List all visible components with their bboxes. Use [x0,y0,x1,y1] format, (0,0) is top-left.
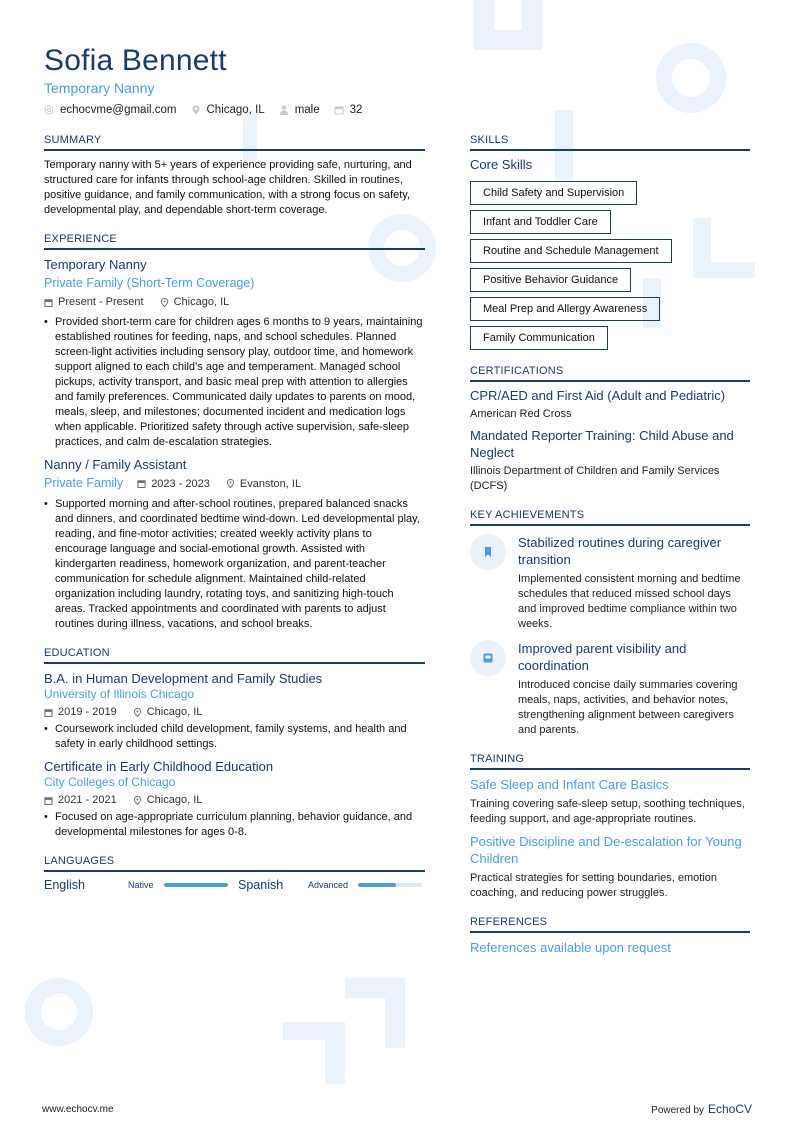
calendar-icon [334,105,344,115]
location-pin-icon [133,796,142,805]
calendar-icon [44,298,53,307]
achievement-title: Stabilized routines during caregiver transition [518,535,722,567]
achievement-description: Introduced concise daily summaries covering meals, naps, activities, and behavior notes, strengthening alignment between caregivers and parents. [518,679,738,736]
achievement-description: Implemented consistent morning and bedtime schedules that reduced missed school days and improved bedtime compliance within two weeks. [518,573,741,630]
experience-location-text: Chicago, IL [173,296,230,308]
education-item [44,670,425,752]
contact-row [44,102,544,118]
note-icon [470,640,506,676]
education-description [44,810,425,840]
language-bar-fill [164,883,228,887]
education-meta [44,704,425,720]
certification-issuer: Illinois Department of Children and Family Services (DCFS) [470,465,720,492]
education-school: University of Illinois Chicago [44,687,195,701]
contact-gender [279,104,320,116]
candidate-title: Temporary Nanny [44,80,155,96]
achievement-item [470,534,750,632]
experience-description-text: Provided short-term care for children ages 6 months to 9 years, maintaining established routines for feeding, naps, and school schedules. Planned screen-light activities including sensory play, outdoor time, and homework support aligned to each child’s age and temperament. Managed school pickups, activity transport, and basic meal prep with attention to allergies and family preferences. Communicated daily updates to parents on mood, meals, sleep, and milestones; documented incident and medication logs when applicable. Prioritized safety through active supervision, safe-sleep practices, and calm de-escalation strategies. [55,316,423,448]
certification-title: Mandated Reporter Training: Child Abuse and Neglect [470,428,734,460]
certification-item [470,427,750,494]
references-heading: REFERENCES [470,915,750,933]
calendar-icon [44,796,53,805]
left-column [44,133,425,906]
brand-logo[interactable]: EchoCV [707,1102,752,1116]
language-bar [164,883,228,887]
experience-dates [44,294,144,310]
bullet-dot: • [44,316,48,328]
experience-meta [44,294,425,310]
experience-description [44,315,425,450]
experience-item [44,256,425,450]
achievement-body [518,640,750,738]
training-title: Positive Discipline and De-escalation for Young Children [470,834,742,866]
summary-heading: SUMMARY [44,133,425,151]
experience-meta [137,476,317,492]
certifications-section [470,364,750,494]
contact-email [44,104,177,116]
contact-age [334,104,363,116]
training-description: Practical strategies for setting boundaries, emotion coaching, and reducing power struggles. [470,872,718,899]
education-item [44,758,425,840]
bookmark-icon [470,534,506,570]
experience-item [44,456,425,632]
language-name: Spanish [238,878,284,892]
education-description-text: Focused on age-appropriate curriculum planning, behavior guidance, and developmental milestones for ages 0-8. [55,811,413,838]
experience-heading: EXPERIENCE [44,232,425,250]
summary-text: Temporary nanny with 5+ years of experience providing safe, nurturing, and structured care for infants through school-age children. Skilled in routines, positive guidance, and family communication, with a strong focus on safety, developmental play, and dependable short-term coverage. [44,159,412,216]
training-item [470,776,750,827]
training-description: Training covering safe-sleep setup, soothing techniques, feeding support, and age-appropriate routines. [470,798,745,825]
candidate-name: Sofia Bennett [44,44,227,77]
powered-by-label: Powered by [651,1105,704,1116]
languages-heading: LANGUAGES [44,854,425,872]
skills-list [470,176,750,350]
experience-dates-text: 2023 - 2023 [151,477,210,490]
location-pin-icon [160,298,169,307]
skill-tag: Family Communication [470,326,608,350]
education-degree: Certificate in Early Childhood Education [44,759,274,774]
education-dates-text: 2019 - 2019 [58,706,117,718]
location-pin-icon [191,105,201,115]
location-pin-icon [226,479,235,488]
training-title: Safe Sleep and Infant Care Basics [470,777,669,792]
contact-location [191,104,265,116]
education-location [133,792,203,808]
education-dates [44,704,117,720]
language-level: Native [128,880,154,890]
achievements-section [470,508,750,738]
languages-row [44,878,425,892]
skills-heading: SKILLS [470,133,750,151]
education-dates [44,792,117,808]
location-pin-icon [133,708,142,717]
certifications-heading: CERTIFICATIONS [470,364,750,382]
bullet-dot: • [44,498,48,510]
footer-website[interactable]: www.echocv.me [42,1104,114,1115]
education-dates-text: 2021 - 2021 [58,794,117,806]
experience-section [44,232,425,632]
education-description [44,722,425,752]
education-degree: B.A. in Human Development and Family Studies [44,671,323,686]
education-meta [44,792,425,808]
experience-title: Nanny / Family Assistant [44,457,187,472]
experience-org-meta [44,475,425,492]
experience-org: Private Family [44,476,124,490]
education-section [44,646,425,840]
contact-age-text: 32 [349,104,363,116]
achievement-item [470,640,750,738]
language-item [44,878,228,892]
languages-section [44,854,425,892]
certification-item [470,387,750,422]
education-location-text: Chicago, IL [146,706,203,718]
skill-tag: Positive Behavior Guidance [470,268,631,292]
education-school: City Colleges of Chicago [44,775,176,789]
language-bar [358,883,422,887]
achievements-heading: KEY ACHIEVEMENTS [470,508,750,526]
contact-location-text: Chicago, IL [206,104,265,116]
education-location-text: Chicago, IL [146,794,203,806]
bullet-dot: • [44,723,48,735]
skills-group-title: Core Skills [470,157,533,172]
skill-tag: Infant and Toddler Care [470,210,611,234]
footer-powered-by [651,1102,752,1116]
experience-location [160,294,230,310]
experience-description [44,497,425,632]
experience-title: Temporary Nanny [44,257,147,272]
skill-tag: Child Safety and Supervision [470,181,637,205]
experience-description-text: Supported morning and after-school routines, prepared balanced snacks and dinners, and coordinated bedtime wind-down. Led developmental play, reading, and fine-motor activities; created weekly activity plans to encourage language and social-emotional growth. Assisted with kindergarten readiness, homework organization, and parent-teacher communication for schedule alignment. Maintained child-related organization including laundry, rotating toys, and sanitizing high-touch areas. Tracked appointments and coordinated with parents to adjust routines during illness, vacations, and school breaks. [55,498,420,630]
language-bar-fill [358,883,396,887]
experience-location-text: Evanston, IL [239,477,302,490]
education-location [133,704,203,720]
education-heading: EDUCATION [44,646,425,664]
contact-gender-text: male [294,104,320,116]
experience-org: Private Family (Short-Term Coverage) [44,276,255,290]
bullet-dot: • [44,811,48,823]
person-icon [279,105,289,115]
calendar-icon [44,708,53,717]
certification-title: CPR/AED and First Aid (Adult and Pediatric) [470,388,726,403]
language-level: Advanced [308,880,349,890]
training-item [470,833,750,901]
training-section [470,752,750,901]
references-text: References available upon request [470,940,671,955]
language-item [238,878,422,892]
skill-tag: Routine and Schedule Management [470,239,672,263]
achievement-title: Improved parent visibility and coordination [518,641,687,673]
calendar-icon [137,479,146,488]
experience-location [226,476,301,492]
skills-section [470,133,750,350]
right-column [470,133,750,970]
skill-tag: Meal Prep and Allergy Awareness [470,297,660,321]
at-icon [44,105,54,115]
education-description-text: Coursework included child development, family systems, and health and safety in early childhood settings. [55,723,407,750]
references-section [470,915,750,956]
summary-section [44,133,425,218]
certification-issuer: American Red Cross [470,408,572,420]
language-name: English [44,878,85,892]
contact-email-text[interactable]: echocvme@gmail.com [60,104,177,116]
training-heading: TRAINING [470,752,750,770]
experience-dates-text: Present - Present [58,296,144,308]
experience-dates [137,476,210,492]
achievement-body [518,534,750,632]
resume-header [44,44,544,118]
